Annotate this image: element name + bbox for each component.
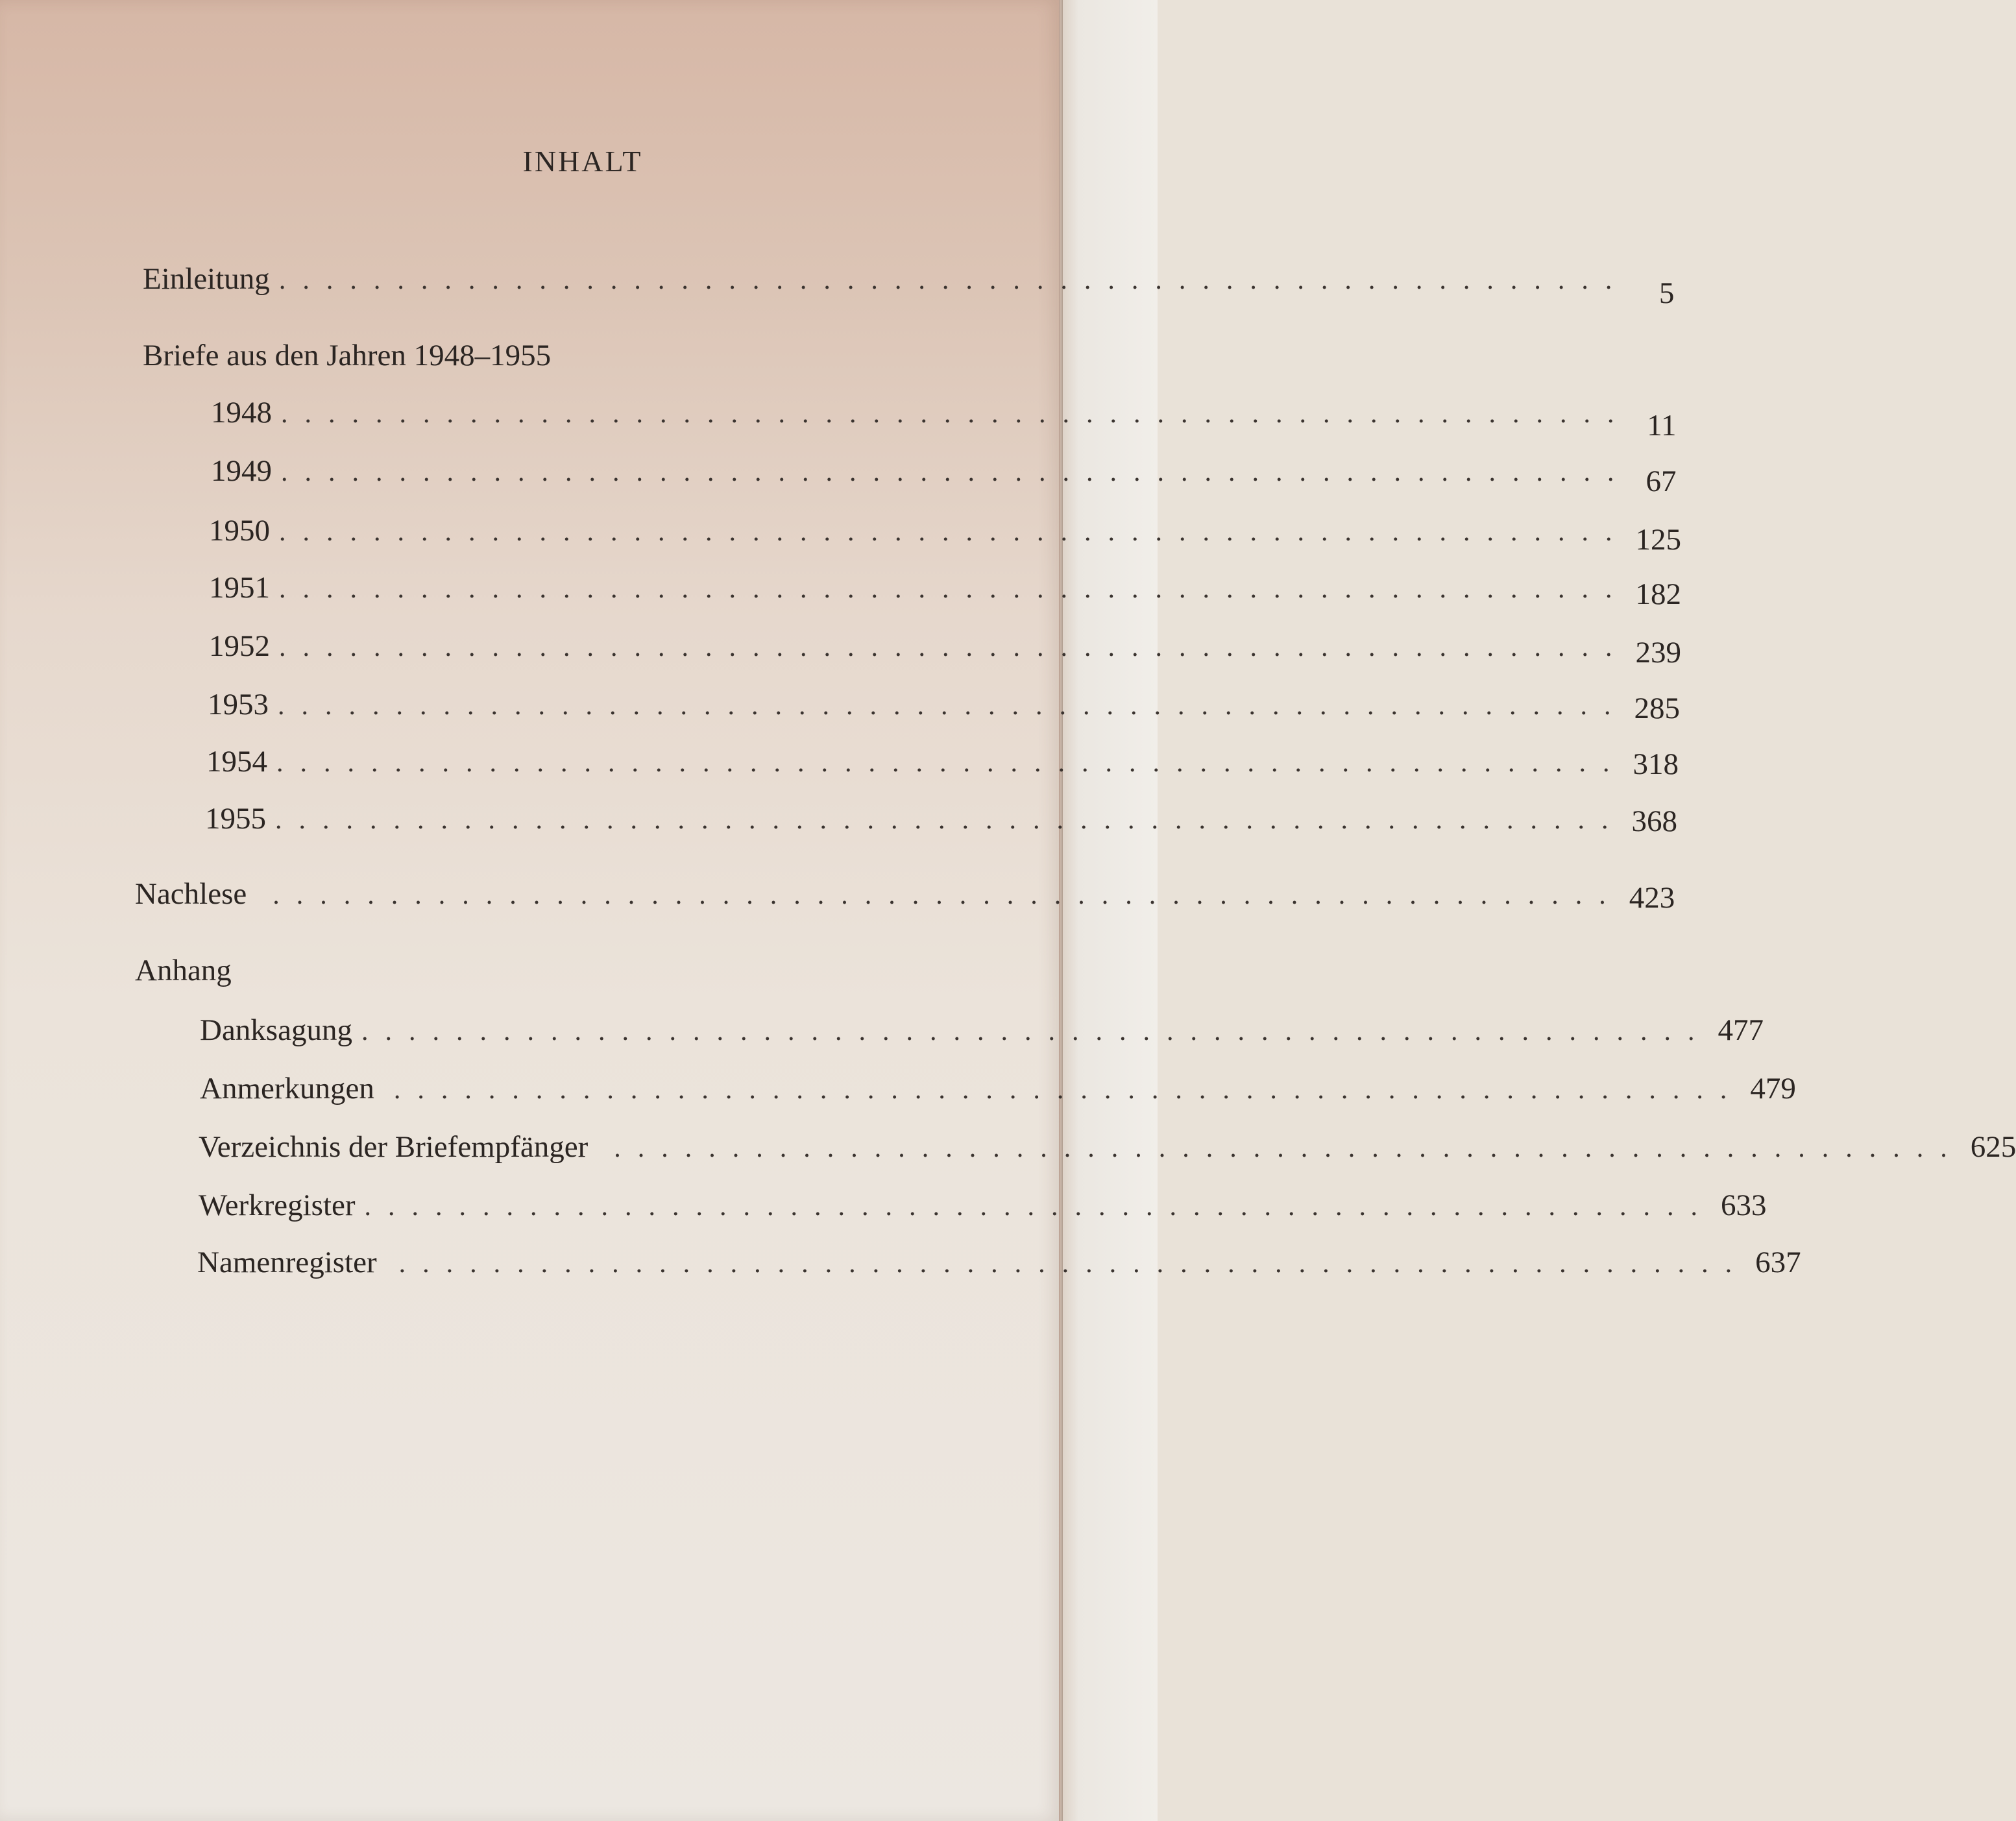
- toc-section-label: Briefe aus den Jahren 1948–1955: [143, 339, 552, 372]
- toc-section-anhang: [135, 950, 1008, 991]
- toc-entry-label: Danksagung: [200, 1013, 352, 1047]
- toc-section-label: Anhang: [135, 954, 232, 987]
- toc-entry-page: 368: [1631, 804, 1677, 838]
- toc-leader-dots: .........................................................: [275, 805, 1625, 835]
- toc-entry-1954: [206, 741, 1679, 782]
- toc-entry-label: Nachlese: [135, 877, 247, 911]
- toc-leader-dots: .........................................................: [276, 748, 1627, 778]
- toc-entry-page: 285: [1634, 692, 1680, 725]
- toc-title: INHALT: [522, 145, 643, 178]
- toc-entry-page: 11: [1647, 409, 1677, 442]
- toc-entry-label: 1950: [209, 514, 270, 548]
- toc-leader-dots: .........................................................: [361, 1017, 1712, 1046]
- toc-entry-nachlese: [135, 873, 1675, 915]
- toc-entry-namenregister: [197, 1242, 1801, 1283]
- toc-leader-dots: .........................................................: [393, 1075, 1744, 1105]
- toc-entry-label: Werkregister: [199, 1188, 356, 1222]
- toc-entry-einleitung: [143, 258, 1675, 310]
- toc-entry-page: 182: [1635, 577, 1681, 611]
- toc-entry-page: 239: [1635, 636, 1681, 669]
- toc-entry-label: Anmerkungen: [200, 1072, 374, 1105]
- toc-entry-label: 1952: [209, 629, 270, 663]
- toc-entry-page: 625: [1970, 1130, 2016, 1164]
- toc-entry-page: 477: [1718, 1013, 1764, 1047]
- toc-entry-label: 1951: [209, 571, 270, 605]
- toc-leader-dots: .........................................................: [279, 517, 1629, 547]
- toc-leader-dots: .........................................................: [364, 1192, 1715, 1222]
- toc-entry-page: 5: [1658, 276, 1675, 310]
- toc-leader-dots: .........................................................: [281, 399, 1631, 429]
- toc-entry-page: 125: [1635, 523, 1681, 557]
- toc-entry-page: 479: [1750, 1072, 1796, 1105]
- toc-entry-label: 1953: [208, 688, 269, 721]
- toc-leader-dots: .........................................................: [279, 574, 1629, 604]
- toc-entry-label: Verzeichnis der Briefempfänger: [199, 1130, 589, 1164]
- toc-entry-label: 1954: [206, 745, 267, 778]
- toc-entry-1950: [209, 510, 1681, 557]
- toc-entry-label: 1949: [211, 454, 272, 488]
- toc-entry-page: 67: [1646, 464, 1677, 498]
- toc-section-briefe: [143, 335, 1008, 376]
- toc-entry-1948: [211, 392, 1677, 442]
- toc-leader-dots: .........................................................: [278, 265, 1629, 295]
- toc-entry-werkregister: [199, 1185, 1767, 1226]
- toc-entry-page: 423: [1629, 881, 1675, 915]
- toc-entry-anmerkungen: [200, 1068, 1796, 1109]
- toc-leader-dots: .........................................................: [279, 633, 1629, 662]
- toc-entry-1955: [205, 798, 1677, 839]
- toc-entry-1952: [209, 625, 1681, 669]
- toc-entry-page: 637: [1755, 1246, 1801, 1279]
- toc-leader-dots: .........................................................: [281, 457, 1631, 487]
- toc-entry-verzeichnis: [199, 1126, 2016, 1168]
- toc-entry-label: Namenregister: [197, 1246, 377, 1279]
- toc-entry-1949: [211, 450, 1677, 498]
- toc-entry-1953: [208, 684, 1680, 725]
- toc-leader-dots: .........................................................: [278, 691, 1628, 721]
- toc-leader-dots: .........................................................: [398, 1249, 1749, 1279]
- toc-entry-label: Einleitung: [143, 262, 270, 296]
- toc-entry-page: 318: [1633, 747, 1679, 781]
- toc-entry-label: 1955: [205, 802, 266, 836]
- toc-entry-danksagung: [200, 1009, 1764, 1051]
- toc-entry-1951: [209, 567, 1681, 611]
- toc-leader-dots: .........................................................: [273, 880, 1623, 910]
- toc-entry-page: 633: [1721, 1188, 1767, 1222]
- toc-leader-dots: .........................................................: [614, 1133, 1964, 1163]
- toc-entry-label: 1948: [211, 396, 272, 429]
